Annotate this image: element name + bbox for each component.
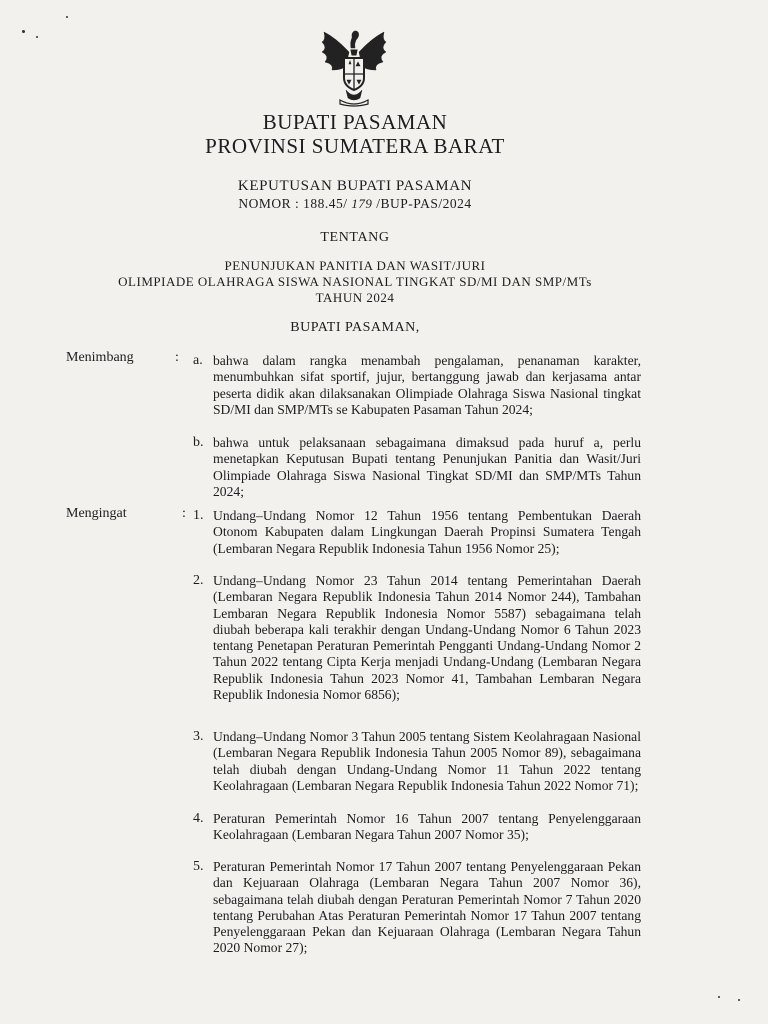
mengingat-item-text: Peraturan Pemerintah Nomor 17 Tahun 2007 tentang Penyelenggaraan Pekan dan Kejuaraan Olahraga (Lembaran Negara Tahun 2007 Nomor 36), sebagaimana telah diubah dengan Peraturan Pemerintah Nomor 7 Tahun 2020 tentang Perubahan Atas Peraturan Pemerintah Nomor 17 Tahun 2007 tentang Penyelenggaraan Pekan dan Kejuaraan Olahraga (Lembaran Negara Tahun 2020 Nomor 27); <box>213 859 641 956</box>
mengingat-item-marker: 5. <box>193 859 204 874</box>
about-heading: TENTANG <box>320 230 390 245</box>
mengingat-label: Mengingat <box>66 506 127 521</box>
mengingat-item-marker: 3. <box>193 729 204 744</box>
garuda-emblem-icon <box>316 28 392 108</box>
scan-speck <box>738 999 740 1001</box>
decree-number-handwritten: 179 <box>351 196 373 211</box>
menimbang-item-text: bahwa dalam rangka menambah pengalaman, penanaman karakter, menumbuhkan sifat sportif, jujur, bertanggung jawab dan kerjasama antar peserta didik akan dilaksanakan Olimpiade Olahraga Siswa Nasional tingkat SD/MI dan SMP/MTs se Kabupaten Pasaman Tahun 2024; <box>213 353 641 417</box>
mengingat-colon: : <box>182 506 186 521</box>
subject-line: PENUNJUKAN PANITIA DAN WASIT/JURI <box>224 258 486 273</box>
menimbang-item-text: bahwa untuk pelaksanaan sebagaimana dimaksud pada huruf a, perlu menetapkan Keputusan Bupati tentang Penunjukan Panitia dan Wasit/Juri Olimpiade Olahraga Siswa Nasional Tingkat SD/MI dan SMP/MTs Tahun 2024; <box>213 435 641 499</box>
subject-line: TAHUN 2024 <box>315 290 395 305</box>
mengingat-item-text: Undang–Undang Nomor 3 Tahun 2005 tentang Sistem Keolahragaan Nasional (Lembaran Negara Republik Indonesia Tahun 2005 Nomor 89), sebagaimana telah diubah dengan Undang-Undang Nomor 11 Tahun 2022 tentang Keolahragaan (Lembaran Negara Republik Indonesia Tahun 2022 Nomor 71); <box>213 729 641 793</box>
scan-speck <box>22 30 25 33</box>
mengingat-item-text: Undang–Undang Nomor 12 Tahun 1956 tentang Pembentukan Daerah Otonom Kabupaten dalam Lingkungan Daerah Propinsi Sumatera Tengah (Lembaran Negara Republik Indonesia Tahun 1956 Nomor 25); <box>213 508 641 556</box>
menimbang-colon: : <box>175 350 179 365</box>
subject-line: OLIMPIADE OLAHRAGA SISWA NASIONAL TINGKAT SD/MI DAN SMP/MTs <box>118 274 592 289</box>
decree-number-suffix: /BUP-PAS/2024 <box>376 196 472 211</box>
mengingat-item-text: Peraturan Pemerintah Nomor 16 Tahun 2007 tentang Penyelenggaraan Keolahragaan (Lembaran Negara Tahun 2007 Nomor 35); <box>213 811 641 843</box>
issuer-heading: BUPATI PASAMAN, <box>290 320 420 335</box>
scan-speck <box>718 996 720 998</box>
scan-speck <box>36 36 38 38</box>
decree-title: KEPUTUSAN BUPATI PASAMAN <box>237 178 473 194</box>
mengingat-item-marker: 4. <box>193 811 204 826</box>
decree-number-prefix: NOMOR : 188.45/ <box>238 196 348 211</box>
menimbang-item-marker: b. <box>193 435 204 450</box>
regent-title: BUPATI PASAMAN <box>262 110 448 134</box>
mengingat-item-marker: 2. <box>193 573 204 588</box>
province-title: PROVINSI SUMATERA BARAT <box>205 134 505 158</box>
mengingat-item-marker: 1. <box>193 508 204 523</box>
decree-number <box>0 196 710 212</box>
scan-speck <box>66 16 68 18</box>
mengingat-item-text: Undang–Undang Nomor 23 Tahun 2014 tentang Pemerintahan Daerah (Lembaran Negara Republik Indonesia Tahun 2014 Nomor 244), Tambahan Lembaran Negara Republik Indonesia Nomor 5587) sebagaimana telah diubah beberapa kali terakhir dengan Undang-Undang Nomor 6 Tahun 2023 tentang Penetapan Peraturan Pemerintah Pengganti Undang-Undang Nomor 2 Tahun 2022 tentang Cipta Kerja menjadi Undang-Undang (Lembaran Negara Republik Indonesia Tahun 2023 Nomor 41, Tambahan Lembaran Negara Republik Indonesia Nomor 6856); <box>213 573 641 703</box>
menimbang-item-marker: a. <box>193 353 203 368</box>
menimbang-label: Menimbang <box>66 350 134 365</box>
